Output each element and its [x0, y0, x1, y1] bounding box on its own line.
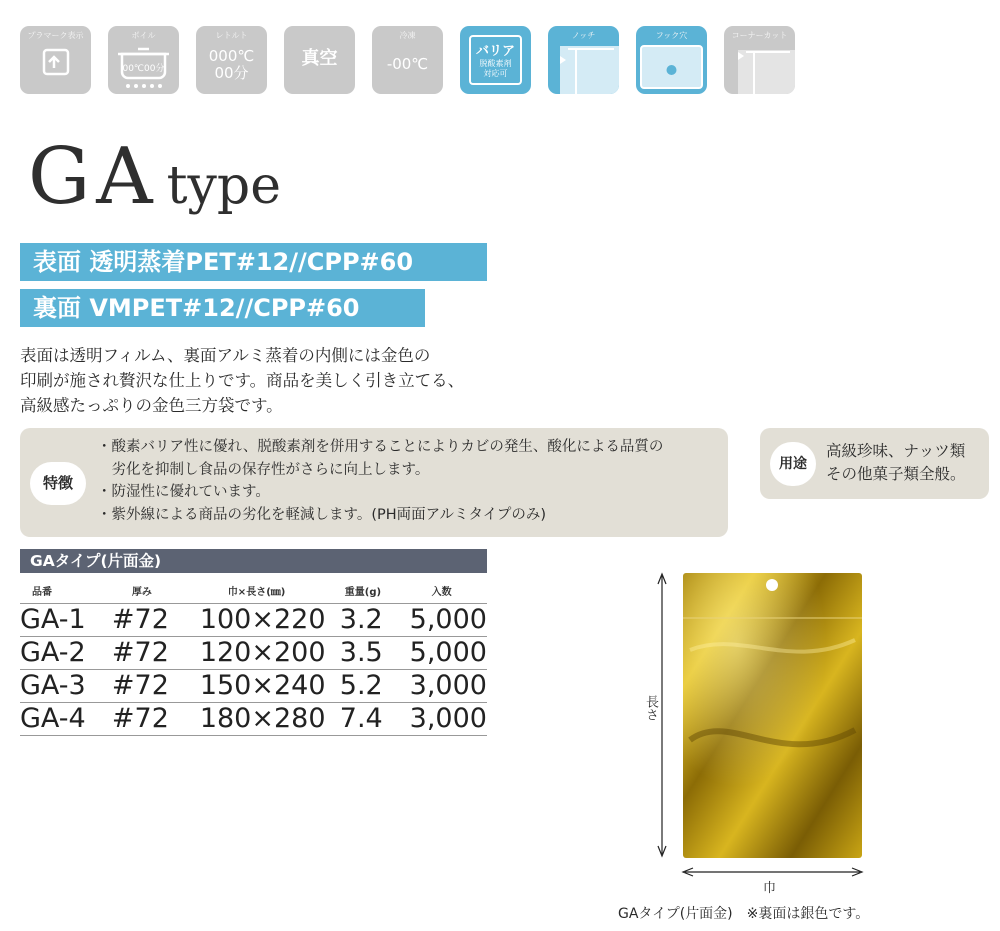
cell-size: 180×280	[200, 702, 340, 735]
bag-illustration	[630, 560, 880, 900]
description-line: 印刷が施され贅沢な仕上りです。商品を美しく引き立てる、	[20, 371, 465, 390]
cell-item-no: GA-4	[20, 702, 112, 735]
usage-line: その他菓子類全般。	[826, 465, 966, 483]
freeze-icon	[372, 26, 443, 94]
material-back-bar: 裏面 VMPET#12//CPP#60	[20, 289, 425, 327]
feature-icon-row	[20, 26, 795, 94]
features-panel	[20, 428, 728, 537]
barrier-sub1: 脱酸素剤	[479, 59, 512, 68]
hook-hole-label: フック穴	[655, 31, 688, 40]
width-label: 巾	[763, 881, 777, 896]
length-label: 長さ	[643, 695, 658, 721]
table-row	[20, 702, 487, 735]
cell-size: 150×240	[200, 669, 340, 702]
cell-item-no: GA-1	[20, 603, 112, 636]
cell-thickness: #72	[112, 702, 200, 735]
cell-size: 100×220	[200, 603, 340, 636]
col-header-weight: 重量(g)	[344, 587, 382, 599]
table-row	[20, 603, 487, 636]
vacuum-label: 真空	[301, 48, 338, 69]
table-heading: GAタイプ(片面金)	[20, 549, 487, 573]
hook-hole	[766, 579, 778, 591]
description-line: 高級感たっぷりの金色三方袋です。	[20, 396, 283, 415]
boil-setting-text: 00℃00分	[122, 64, 165, 74]
usage-panel	[760, 428, 989, 499]
illustration-caption: GAタイプ(片面金) ※裏面は銀色です。	[618, 906, 870, 922]
table-row	[20, 669, 487, 702]
cell-quantity: 3,000	[409, 670, 487, 701]
cell-quantity: 3,000	[409, 703, 487, 734]
recycle-mark-label: プラマーク表示	[27, 31, 84, 40]
cell-item-no: GA-3	[20, 669, 112, 702]
boil-label: ボイル	[131, 31, 156, 40]
col-header-item-no: 品番	[32, 587, 52, 599]
features-list	[97, 436, 663, 526]
col-header-size: 巾×長さ(㎜)	[227, 587, 286, 599]
cell-thickness: #72	[112, 636, 200, 669]
corner-cut-icon	[724, 26, 795, 94]
table-row	[20, 636, 487, 669]
description-line: 表面は透明フィルム、裏面アルミ蒸着の内側には金色の	[20, 346, 431, 365]
cell-thickness: #72	[112, 603, 200, 636]
vacuum-icon	[284, 26, 355, 94]
cell-weight: 5.2	[340, 669, 410, 702]
recycle-mark-icon	[20, 26, 91, 94]
retort-label: レトルト	[215, 31, 248, 40]
hook-hole-icon	[636, 26, 707, 94]
description	[20, 343, 464, 418]
features-badge: 特徴	[30, 462, 86, 505]
retort-setting-text: 000℃ 00分	[208, 47, 255, 82]
usage-line: 高級珍味、ナッツ類	[826, 442, 966, 460]
barrier-badge	[469, 35, 522, 85]
cell-weight: 3.5	[340, 636, 410, 669]
notch-label: ノッチ	[571, 31, 596, 40]
barrier-sub2: 対応可	[483, 69, 508, 78]
freeze-label: 冷凍	[399, 31, 416, 40]
barrier-label: バリア	[475, 44, 515, 59]
cell-weight: 7.4	[340, 702, 410, 735]
cell-thickness: #72	[112, 669, 200, 702]
barrier-icon	[460, 26, 531, 94]
corner-cut-label: コーナーカット	[731, 31, 788, 40]
col-header-quantity: 入数	[431, 587, 452, 599]
col-header-thickness: 厚み	[131, 587, 152, 599]
table-header-row	[20, 579, 487, 603]
product-title	[28, 132, 281, 222]
boil-pot-icon	[108, 26, 179, 94]
cell-size: 120×200	[200, 636, 340, 669]
usage-badge: 用途	[770, 442, 816, 486]
cell-item-no: GA-2	[20, 636, 112, 669]
feature-item: 劣化を抑制し食品の保存性がさらに向上します。	[97, 461, 430, 478]
usage-text	[826, 440, 966, 486]
material-front-bar: 表面 透明蒸着PET#12//CPP#60	[20, 243, 487, 281]
feature-item: ・紫外線による商品の劣化を軽減します。(PH両面アルミタイプのみ)	[97, 506, 546, 523]
freeze-setting-text: -00℃	[386, 55, 429, 73]
feature-item: ・酸素バリア性に優れ、脱酸素剤を併用することによりカビの発生、酸化による品質の	[97, 439, 664, 455]
cell-quantity: 5,000	[409, 604, 487, 635]
title-type: type	[166, 156, 281, 216]
title-ga: GA	[28, 132, 159, 222]
retort-icon	[196, 26, 267, 94]
spec-table	[20, 579, 487, 736]
cell-weight: 3.2	[340, 603, 410, 636]
notch-icon	[548, 26, 619, 94]
cell-quantity: 5,000	[409, 637, 487, 668]
feature-item: ・防湿性に優れています。	[97, 484, 270, 500]
